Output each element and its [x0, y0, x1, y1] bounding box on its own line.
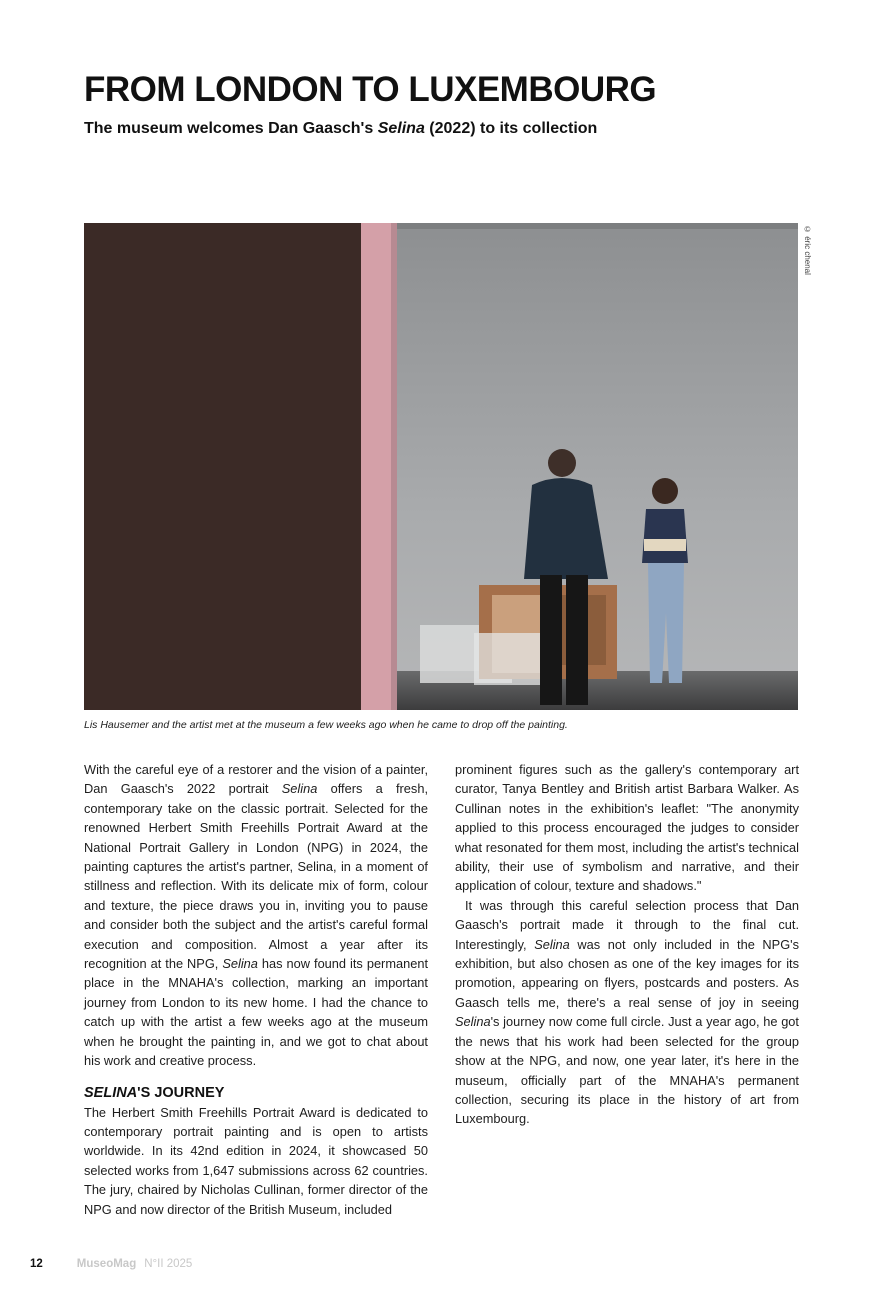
photo-illustration: [84, 223, 798, 710]
article-photo: [84, 223, 798, 710]
artwork-title: Selina: [281, 781, 318, 797]
award-paragraph-continued: prominent figures such as the gallery's contemporary art curator, Tanya Bentley and British artist Barbara Walker. As Cullinan notes in the exhibition's leaflet: "The anonymity applied to this process encouraged the judges to consider what resonated for them most, including the artist's technical ability, their use of symbolism and narrative, and their application of colour, texture and shadows.": [455, 762, 799, 894]
intro-text: has now found its permanent place in the MNAHA's collection, marking an important journey from London to its new home. I had the chance to catch up with the artist a few weeks ago at the museum when he brought the painting in, and we got to chat about his work and creative process.: [84, 956, 429, 1069]
intro-paragraph: [84, 760, 428, 1071]
subtitle-artwork-title: Selina: [377, 120, 425, 137]
article-title: FROM LONDON TO LUXEMBOURG: [84, 70, 657, 109]
pink-wall-edge: [361, 223, 396, 710]
intro-text: offers a fresh, contemporary take on the classic portrait. Selected for the renowned Herbert Smith Freehills Portrait Award at the National Portrait Gallery in London (NPG) in 2024, the painting captures the artist's partner, Selina, in a moment of stillness and reflection. With its delicate mix of form, colour and texture, the piece draws you in, inviting you to pause and consider both the subject and the artist's careful formal execution and composition. Almost a year after its recognition at the NPG,: [84, 781, 428, 972]
dark-wall-edge: [84, 223, 361, 710]
photo-credit: © éric chenal: [803, 225, 812, 275]
photo-caption: Lis Hausemer and the artist met at the museum a few weeks ago when he came to drop off the painting.: [84, 719, 568, 731]
page-footer: [30, 1258, 330, 1274]
award-paragraph: The Herbert Smith Freehills Portrait Award is dedicated to contemporary portrait painting and is open to artists worldwide. In its 42nd edition in 2024, it showcased 50 selected works from 1,647 submissions across 62 countries. The jury, chaired by Nicholas Cullinan, former director of the NPG and now director of the British Museum, included: [84, 1104, 428, 1217]
selection-paragraph: [455, 896, 799, 1129]
subtitle-text: The museum welcomes Dan Gaasch's: [84, 120, 378, 137]
article-column-left: [84, 760, 428, 1219]
article-subtitle: [84, 120, 804, 138]
artwork-title: Selina: [222, 956, 258, 972]
subtitle-date-text: (2022) to its collection: [424, 120, 598, 137]
article-column-right: [455, 760, 799, 1129]
magazine-name: MuseoMag: [76, 1258, 137, 1270]
section-heading: [84, 1083, 428, 1103]
section-heading-text: 'S JOURNEY: [137, 1084, 225, 1101]
selection-text: was not only included in the NPG's exhibition, but also chosen as one of the key images for its promotion, appearing on flyers, postcards and posters. As Gaasch tells me, there's a real sense of joy in seeing: [455, 936, 799, 1010]
section-heading-artwork: SELINA: [84, 1084, 138, 1101]
issue-number: N°II 2025: [144, 1258, 193, 1270]
selection-text: 's journey now come full circle. Just a year ago, he got the news that his work had been selected for the group show at the NPG, and now, one year later, it's here in the museum, officially part of the MNAHA's permanent collection, securing its place in the history of art from Luxembourg.: [455, 1014, 799, 1127]
selection-text: It was through this careful selection process that Dan Gaasch's portrait made it through to the final cut. Interestingly,: [455, 897, 799, 952]
artwork-title: Selina: [534, 936, 570, 952]
intro-text: With the careful eye of a restorer and the vision of a painter, Dan Gaasch's 2022 portrait: [84, 762, 428, 797]
page-number: 12: [30, 1258, 43, 1270]
artwork-title: Selina: [455, 1014, 491, 1030]
